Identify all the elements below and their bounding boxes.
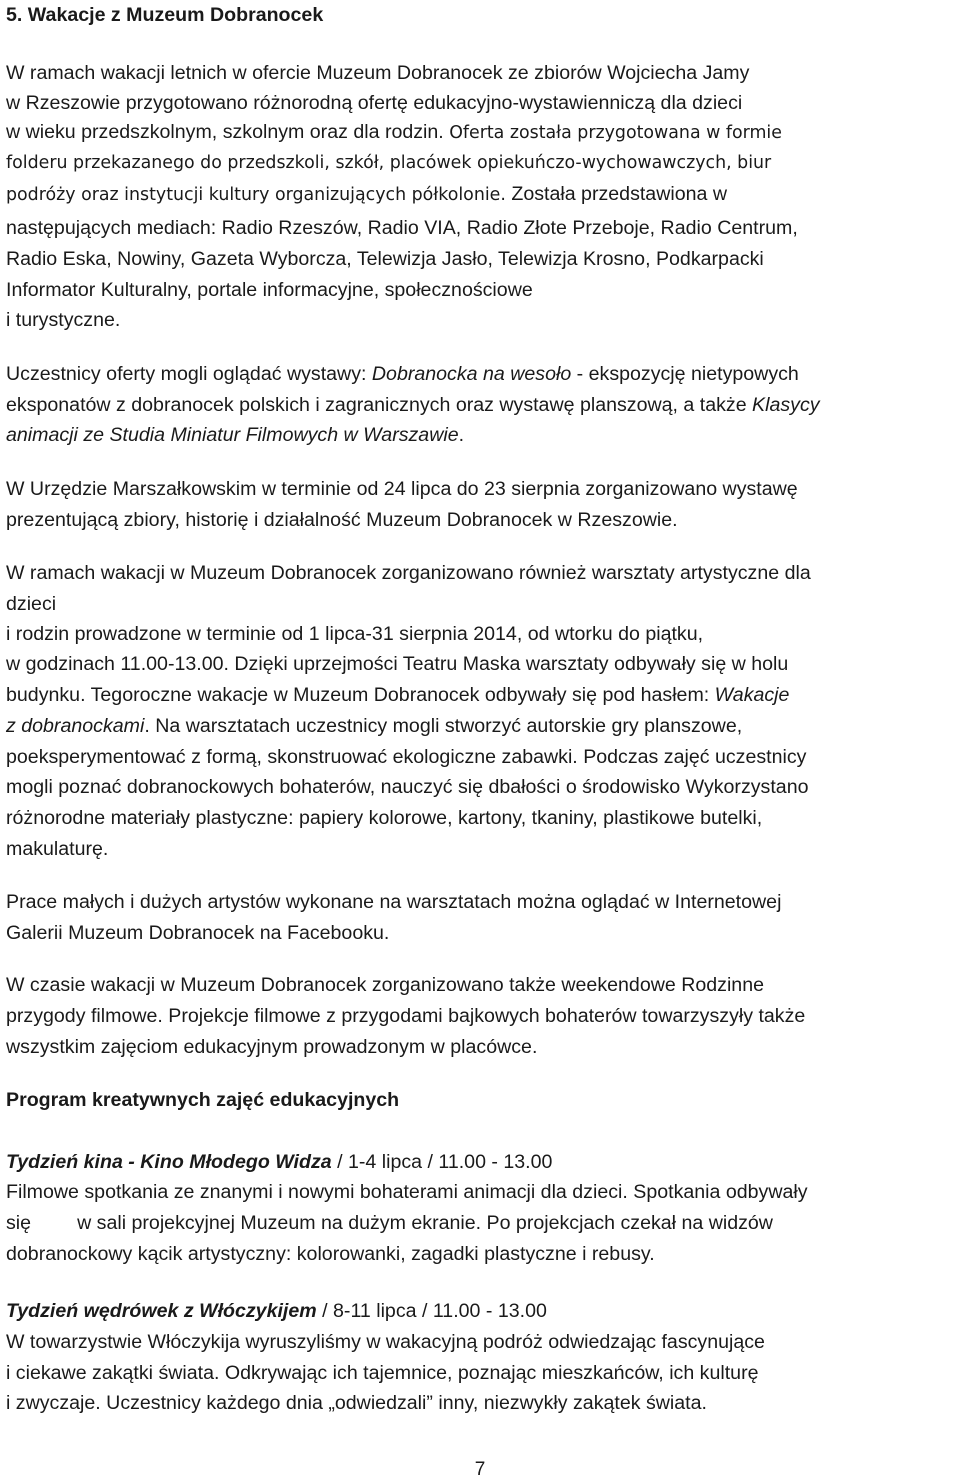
text-line: i rodzin prowadzone w terminie od 1 lipca-31 sierpnia 2014, od wtorku do piątku, (6, 623, 704, 645)
text-line: W ramach wakacji letnich w ofercie Muzeum Dobranocek ze zbiorów Wojciecha Jamy (6, 62, 750, 84)
text-line: dobranockowy kącik artystyczny: kolorowanki, zagadki plastyczne i rebusy. (6, 1243, 655, 1265)
text-line: Informator Kulturalny, portale informacyjne, społecznościowe (6, 279, 533, 301)
text-line: W Urzędzie Marszałkowskim w terminie od 24 lipca do 23 sierpnia zorganizowano wystawę (6, 478, 798, 500)
text-line (6, 420, 464, 450)
text-line: i zwyczaje. Uczestnicy każdego dnia „odwiedzali” inny, niezwykły zakątek świata. (6, 1392, 707, 1414)
text-line: makulaturę. (6, 838, 109, 860)
text-line (6, 390, 820, 420)
section-title: 5. Wakacje z Muzeum Dobranocek (6, 4, 324, 26)
slogan: Wakacje (714, 684, 790, 706)
text-line: W towarzystwie Włóczykija wyruszyliśmy w wakacyjną podróż odwiedzając fascynujące (6, 1331, 765, 1353)
text-line (6, 359, 799, 389)
text-run: podróży oraz instytucji kultury organizujących półkolonie. (6, 185, 506, 205)
text-run: . (458, 424, 465, 446)
text-line: w Rzeszowie przygotowano różnorodną ofertę edukacyjno-wystawienniczą dla dzieci (6, 92, 743, 114)
text-run: w sali projekcyjnej Muzeum na dużym ekranie. Po projekcjach czekał na widzów (77, 1212, 773, 1234)
text-run: w wieku przedszkolnym, szkolnym oraz dla rodzin. (6, 121, 444, 143)
text-run: Oferta została przygotowana w formie (449, 123, 782, 143)
text-line: Radio Eska, Nowiny, Gazeta Wyborcza, Telewizja Jasło, Telewizja Krosno, Podkarpacki (6, 248, 764, 270)
text-line: folderu przekazanego do przedszkoli, szkół, placówek opiekuńczo-wychowawczych, biur (6, 153, 772, 173)
text-line: różnorodne materiały plastyczne: papiery kolorowe, kartony, tkaniny, plastikowe butelki, (6, 807, 763, 829)
text-line (6, 680, 789, 710)
text-run: Uczestnicy oferty mogli oglądać wystawy: (6, 363, 372, 385)
text-line (6, 117, 782, 148)
text-line: wszystkim zajęciom edukacyjnym prowadzonym w placówce. (6, 1036, 538, 1058)
text-line (6, 711, 742, 741)
text-line: Filmowe spotkania ze znanymi i nowymi bohaterami animacji dla dzieci. Spotkania odbywały (6, 1181, 808, 1203)
week-meta: / 8-11 lipca / 11.00 - 13.00 (316, 1300, 547, 1322)
text-line (6, 1208, 773, 1238)
text-run: eksponatów z dobranocek polskich i zagranicznych oraz wystawę planszową, a także (6, 394, 753, 416)
text-line: W czasie wakacji w Muzeum Dobranocek zorganizowano także weekendowe Rodzinne (6, 974, 764, 996)
text-line: przygody filmowe. Projekcje filmowe z przygodami bajkowych bohaterów towarzyszyły także (6, 1005, 806, 1027)
page-number: 7 (474, 1459, 486, 1480)
exhibition-title: Dobranocka na wesoło (371, 363, 572, 385)
text-line: Prace małych i dużych artystów wykonane na warsztatach można oglądać w Internetowej (6, 891, 782, 913)
text-line: Galerii Muzeum Dobranocek na Facebooku. (6, 922, 390, 944)
text-line: mogli poznać dobranockowych bohaterów, nauczyć się dbałości o środowisko Wykorzystano (6, 776, 809, 798)
text-line: W ramach wakacji w Muzeum Dobranocek zorganizowano również warsztaty artystyczne dla (6, 562, 811, 584)
slogan: z dobranockami (6, 715, 145, 737)
week-title: Tydzień wędrówek z Włóczykijem (6, 1300, 317, 1322)
program-heading: Program kreatywnych zajęć edukacyjnych (6, 1089, 400, 1111)
text-line: następujących mediach: Radio Rzeszów, Radio VIA, Radio Złote Przeboje, Radio Centrum, (6, 217, 798, 239)
text-line: i turystyczne. (6, 309, 121, 331)
text-run: - ekspozycję nietypowych (571, 363, 799, 385)
text-line: dzieci (6, 593, 57, 615)
text-line: prezentującą zbiory, historię i działalność Muzeum Dobranocek w Rzeszowie. (6, 509, 678, 531)
text-run: budynku. Tegoroczne wakacje w Muzeum Dobranocek odbywały się pod hasłem: (6, 684, 715, 706)
week-title-line (6, 1296, 547, 1326)
exhibition-title: Klasycy (752, 394, 820, 416)
week-title: Tydzień kina - Kino Młodego Widza (6, 1151, 332, 1173)
week-title-line (6, 1147, 552, 1177)
text-run: się (6, 1212, 32, 1234)
text-run: . Na warsztatach uczestnicy mogli stworzyć autorskie gry planszowe, (144, 715, 743, 737)
exhibition-title: animacji ze Studia Miniatur Filmowych w Warszawie (6, 424, 459, 446)
text-run: Została przedstawiona w (511, 183, 727, 205)
text-line (6, 179, 727, 210)
text-line: poeksperymentować z formą, skonstruować ekologiczne zabawki. Podczas zajęć uczestnicy (6, 746, 807, 768)
text-line: i ciekawe zakątki świata. Odkrywając ich tajemnice, poznając mieszkańców, ich kulturę (6, 1362, 759, 1384)
text-line: w godzinach 11.00-13.00. Dzięki uprzejmości Teatru Maska warsztaty odbywały się w holu (6, 653, 789, 675)
week-meta: / 1-4 lipca / 11.00 - 13.00 (331, 1151, 553, 1173)
